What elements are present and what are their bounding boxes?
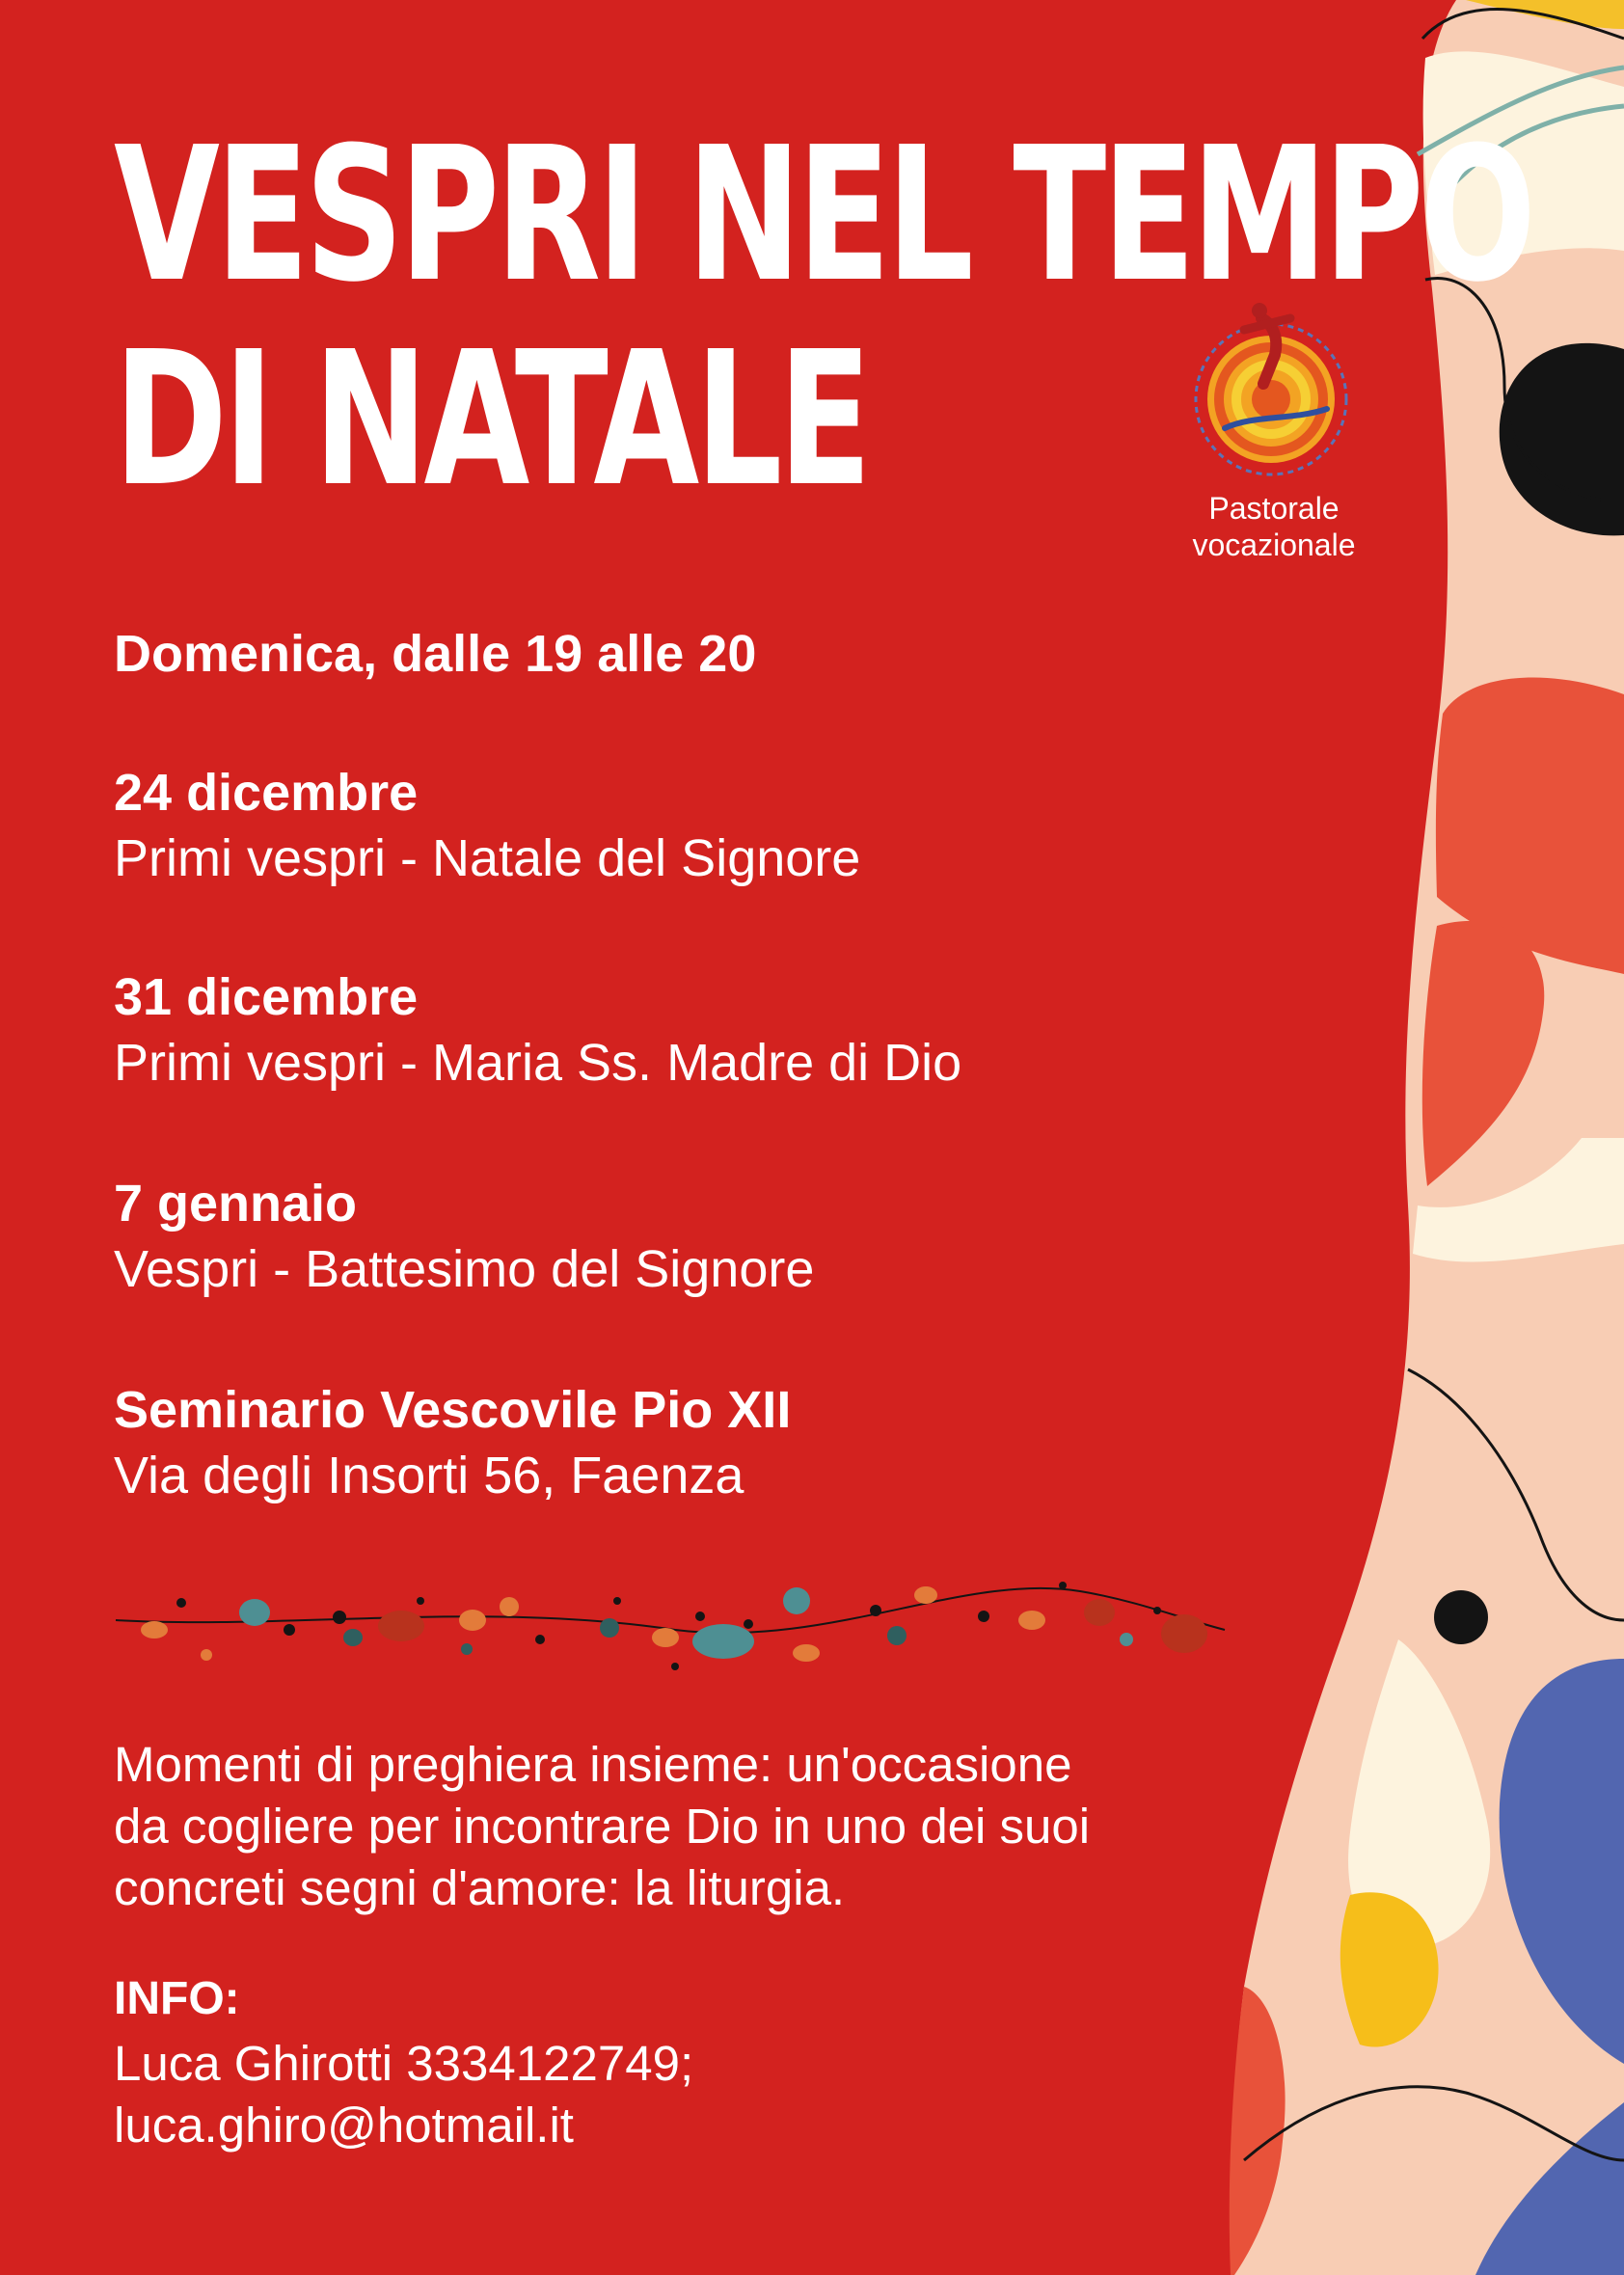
info-contact: Luca Ghirotti 3334122749; bbox=[114, 2036, 694, 2091]
logo-caption bbox=[1153, 490, 1394, 563]
logo-caption-line-2: vocazionale bbox=[1192, 528, 1356, 562]
intro-line: Momenti di preghiera insieme: un'occasione bbox=[114, 1737, 1072, 1792]
event-description: Primi vespri - Natale del Signore bbox=[114, 829, 861, 887]
event-item bbox=[114, 1171, 814, 1302]
logo-caption-line-1: Pastorale bbox=[1208, 491, 1340, 526]
confetti-divider bbox=[116, 1582, 1225, 1670]
event-description: Vespri - Battesimo del Signore bbox=[114, 1240, 815, 1298]
info-section bbox=[114, 1965, 693, 2156]
intro-line: da cogliere per incontrare Dio in uno dei suoi bbox=[114, 1799, 1091, 1854]
title-line-1: VESPRI NEL TEMPO bbox=[114, 108, 1532, 323]
info-label: INFO: bbox=[114, 1973, 240, 2024]
event-date: 31 dicembre bbox=[114, 968, 419, 1026]
event-description: Primi vespri - Maria Ss. Madre di Dio bbox=[114, 1034, 962, 1092]
schedule-note: Domenica, dalle 19 alle 20 bbox=[114, 625, 757, 683]
event-date: 24 dicembre bbox=[114, 764, 419, 822]
event-date: 7 gennaio bbox=[114, 1175, 358, 1232]
intro-paragraph bbox=[114, 1734, 1252, 1919]
venue-address: Via degli Insorti 56, Faenza bbox=[114, 1447, 744, 1504]
intro-line: concreti segni d'amore: la liturgia. bbox=[114, 1860, 846, 1915]
title-line-2: DI NATALE bbox=[114, 312, 868, 528]
event-item bbox=[114, 964, 961, 1096]
venue bbox=[114, 1377, 791, 1508]
venue-name: Seminario Vescovile Pio XII bbox=[114, 1381, 792, 1439]
poster-title bbox=[114, 108, 1532, 528]
event-item bbox=[114, 760, 860, 891]
info-email[interactable]: luca.ghiro@hotmail.it bbox=[114, 2098, 574, 2153]
